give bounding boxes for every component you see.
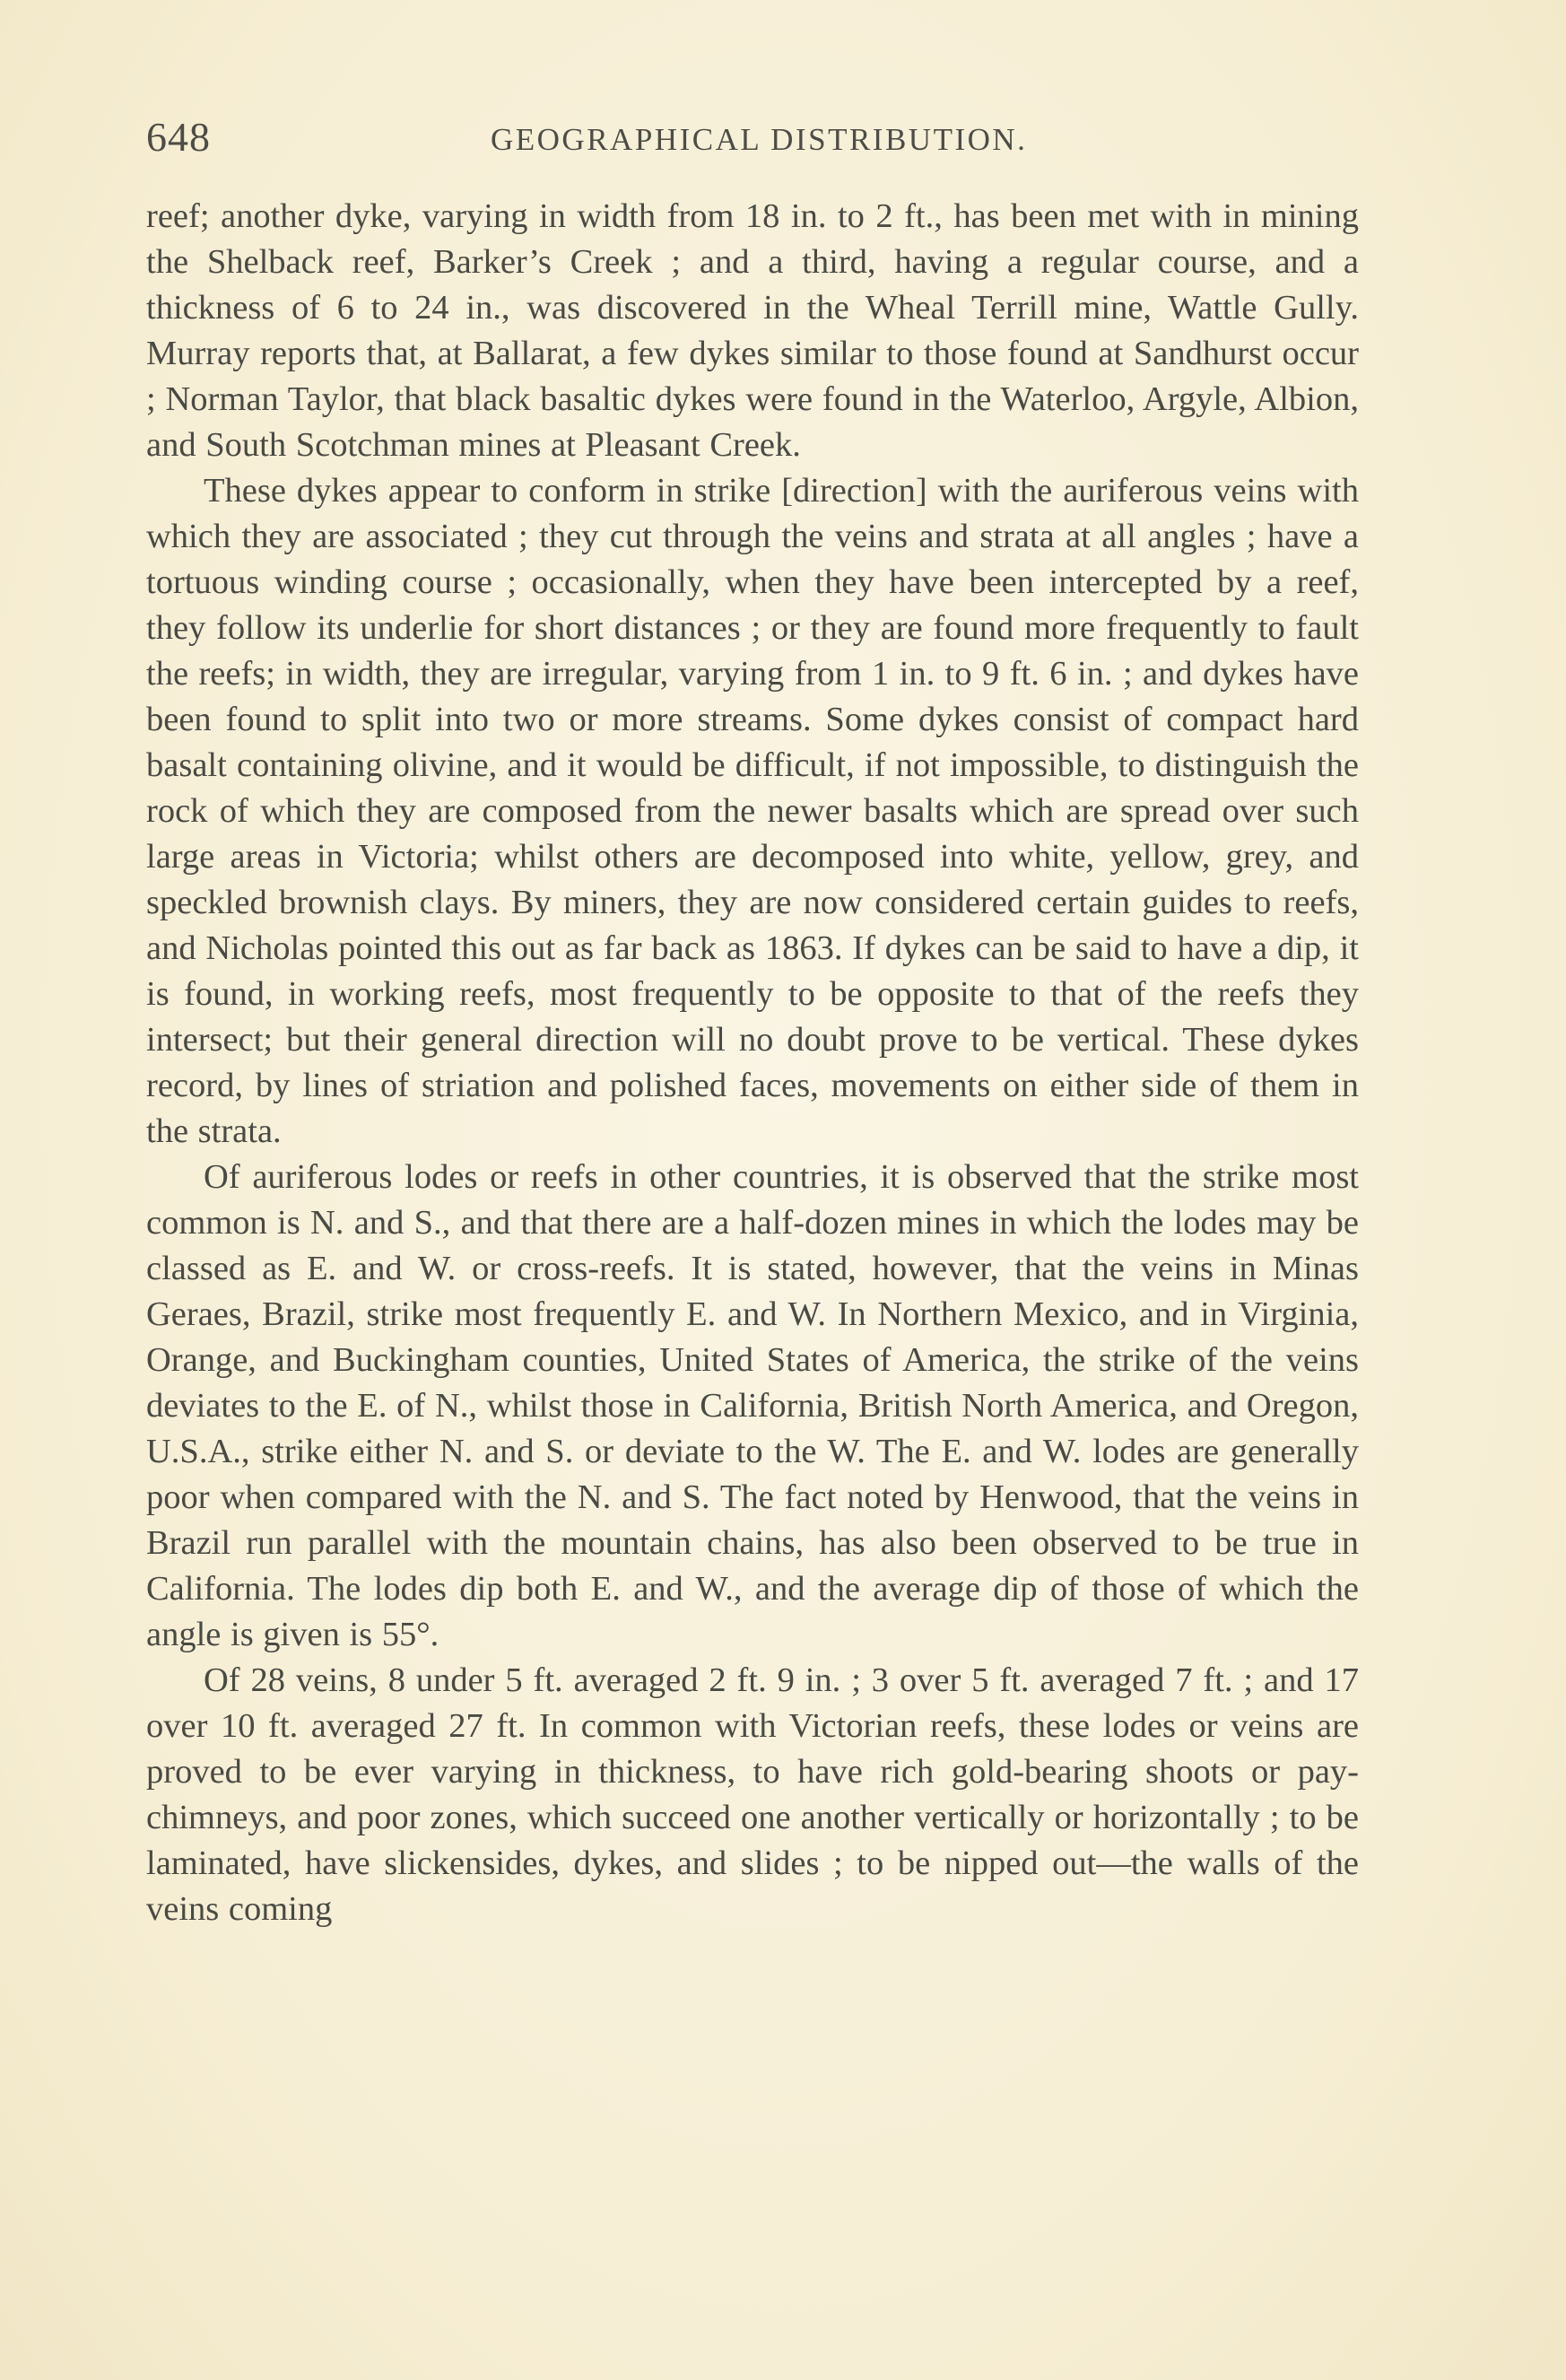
running-title: GEOGRAPHICAL DISTRIBUTION. xyxy=(491,122,1028,157)
paragraph-4: Of 28 veins, 8 under 5 ft. averaged 2 ft. 9 in. ; 3 over 5 ft. averaged 7 ft. ; and 17 over 10 ft. averaged 27 ft. In common with Victorian reefs, these lodes or veins are proved to be ever varying in thickness, to have rich gold-bearing shoots or pay-chimneys, and poor zones, which succeed one another vertically or horizontally ; to be laminated, have slickensides, dykes, and slides ; to be nipped out—the walls of the veins coming xyxy=(146,1661,1359,1928)
paragraph-2: These dykes appear to conform in strike [direction] with the auriferous veins with which they are associated ; they cut through the veins and strata at all angles ; have a tortuous winding course ; occasionally, when they have been intercepted by a reef, they follow its underlie for short distances ; or they are found more frequently to fault the reefs; in width, they are irregular, varying from 1 in. to 9 ft. 6 in. ; and dykes have been found to split into two or more streams. Some dykes consist of compact hard basalt containing olivine, and it would be difficult, if not impossible, to distinguish the rock of which they are composed from the newer basalts which are spread over such large areas in Victoria; whilst others are decomposed into white, yellow, grey, and speckled brownish clays. By miners, they are now considered certain guides to reefs, and Nicholas pointed this out as far back as 1863. If dykes can be said to have a dip, it is found, in working reefs, most frequently to be opposite to that of the reefs they intersect; but their general direction will no doubt prove to be vertical. These dykes record, by lines of striation and polished faces, movements on either side of them in the strata. xyxy=(146,472,1359,1150)
paragraph-1: reef; another dyke, varying in width from 18 in. to 2 ft., has been met with in mining the Shelback reef, Barker’s Creek ; and a third, having a regular course, and a thickness of 6 to 24 in., was discovered in the Wheal Terrill mine, Wattle Gully. Murray reports that, at Ballarat, a few dykes similar to those found at Sandhurst occur ; Norman Taylor, that black basaltic dykes were found in the Waterloo, Argyle, Albion, and South Scotchman mines at Pleasant Creek. xyxy=(146,197,1359,464)
body-text xyxy=(146,194,1359,1932)
page-number: 648 xyxy=(146,114,211,160)
paragraph-3: Of auriferous lodes or reefs in other countries, it is observed that the strike most common is N. and S., and that there are a half-dozen mines in which the lodes may be classed as E. and W. or cross-reefs. It is stated, however, that the veins in Minas Geraes, Brazil, strike most frequently E. and W. In Northern Mexico, and in Virginia, Orange, and Buckingham counties, United States of America, the strike of the veins deviates to the E. of N., whilst those in California, British North America, and Oregon, U.S.A., strike either N. and S. or deviate to the W. The E. and W. lodes are generally poor when compared with the N. and S. The fact noted by Henwood, that the veins in Brazil run parallel with the mountain chains, has also been observed to be true in California. The lodes dip both E. and W., and the average dip of those of which the angle is given is 55°. xyxy=(146,1158,1359,1653)
running-head xyxy=(146,113,1420,167)
